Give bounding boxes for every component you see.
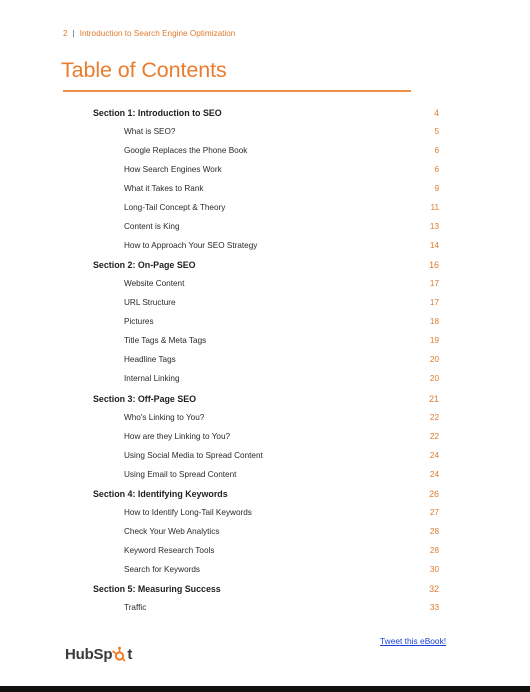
toc-item-row[interactable] <box>0 201 530 215</box>
toc-page-number: 21 <box>429 393 439 404</box>
toc-item-label: How to Approach Your SEO Strategy <box>124 241 258 251</box>
toc-section-label: Section 4: Identifying Keywords <box>93 488 228 499</box>
hubspot-logo <box>65 646 132 663</box>
toc-page-number: 13 <box>429 222 439 232</box>
toc-page-number: 17 <box>429 279 439 289</box>
toc-item-label: How to Identify Long-Tail Keywords <box>124 507 252 517</box>
toc-item-label: Google Replaces the Phone Book <box>124 146 248 156</box>
toc-page-number: 28 <box>429 526 439 536</box>
toc-page-number: 4 <box>434 108 439 118</box>
toc-page-number: 24 <box>429 469 439 479</box>
toc-item-row[interactable] <box>0 220 530 234</box>
toc-page-number: 9 <box>434 184 439 194</box>
toc-item-label: Headline Tags <box>124 355 176 365</box>
toc-page-number: 20 <box>429 355 439 365</box>
tweet-ebook-link[interactable]: Tweet this eBook! <box>380 636 447 646</box>
toc-item-row[interactable] <box>0 315 530 329</box>
toc-item-label: Keyword Research Tools <box>124 545 215 555</box>
toc-page-number: 5 <box>434 127 439 136</box>
toc-page-number: 20 <box>429 374 439 384</box>
toc-page-number: 32 <box>429 583 439 594</box>
page-number: 2 <box>63 29 68 38</box>
toc-page-number: 30 <box>429 564 439 574</box>
toc-section-row[interactable] <box>0 582 530 596</box>
logo-text-left: HubSp <box>65 646 113 663</box>
toc-page-number: 27 <box>429 507 439 517</box>
toc-item-row[interactable] <box>0 411 530 425</box>
toc-page-number: 17 <box>429 298 439 308</box>
toc-item-label: Using Social Media to Spread Content <box>124 450 263 460</box>
toc-item-label: What is SEO? <box>124 127 176 136</box>
toc-item-label: URL Structure <box>124 298 176 308</box>
toc-page-number: 22 <box>429 412 439 422</box>
toc-item-label: Pictures <box>124 317 154 327</box>
running-header <box>63 29 235 38</box>
toc-item-row[interactable] <box>0 449 530 463</box>
toc-item-row[interactable] <box>0 296 530 310</box>
toc-item-row[interactable] <box>0 182 530 196</box>
toc-item-label: Using Email to Spread Content <box>124 469 237 479</box>
toc-item-label: Who's Linking to You? <box>124 412 205 422</box>
page-title: Table of Contents <box>61 58 227 82</box>
toc-item-label: Internal Linking <box>124 374 180 384</box>
toc-item-row[interactable] <box>0 144 530 158</box>
toc-item-row[interactable] <box>0 544 530 558</box>
toc-item-label: Search for Keywords <box>124 564 200 574</box>
toc-page-number: 33 <box>429 602 439 612</box>
toc-item-label: Check Your Web Analytics <box>124 526 220 536</box>
toc-item-row[interactable] <box>0 239 530 253</box>
toc-item-label: How are they Linking to You? <box>124 431 231 441</box>
toc-section-label: Section 3: Off-Page SEO <box>93 393 197 404</box>
toc-item-label: Content is King <box>124 222 180 232</box>
toc-item-row[interactable] <box>0 353 530 367</box>
title-underline <box>63 90 411 92</box>
toc-item-label: Long-Tail Concept & Theory <box>124 203 226 213</box>
toc-page-number: 6 <box>434 165 439 175</box>
toc-page-number: 28 <box>429 545 439 555</box>
toc-item-label: Website Content <box>124 279 185 289</box>
toc-item-row[interactable] <box>0 163 530 177</box>
toc-item-row[interactable] <box>0 506 530 520</box>
toc-section-row[interactable] <box>0 258 530 272</box>
toc-section-row[interactable] <box>0 487 530 501</box>
toc-page-number: 19 <box>429 336 439 346</box>
toc-page-number: 22 <box>429 431 439 441</box>
toc-page-number: 14 <box>429 241 439 251</box>
toc-item-row[interactable] <box>0 277 530 291</box>
hubspot-sprocket-icon <box>112 646 127 663</box>
toc-item-label: Title Tags & Meta Tags <box>124 336 207 346</box>
toc-page-number: 26 <box>429 488 439 499</box>
toc-section-label: Section 2: On-Page SEO <box>93 260 196 271</box>
toc-item-label: Traffic <box>124 602 147 612</box>
toc-item-row[interactable] <box>0 372 530 386</box>
toc-page-number: 24 <box>429 450 439 460</box>
toc-item-row[interactable] <box>0 563 530 577</box>
toc-section-label: Section 5: Measuring Success <box>93 583 221 594</box>
toc-item-label: How Search Engines Work <box>124 165 222 175</box>
toc-page-number: 11 <box>430 203 439 213</box>
toc-item-label: What it Takes to Rank <box>124 184 204 194</box>
toc-section-row[interactable] <box>0 392 530 406</box>
toc-item-row[interactable] <box>0 525 530 539</box>
toc-page-number: 6 <box>434 146 439 156</box>
toc-item-row[interactable] <box>0 125 530 139</box>
toc-section-label: Section 1: Introduction to SEO <box>93 108 222 118</box>
bottom-edge-bar <box>0 686 530 692</box>
toc-page-number: 18 <box>429 317 439 327</box>
header-separator: | <box>72 29 75 38</box>
toc-item-row[interactable] <box>0 468 530 482</box>
toc-item-row[interactable] <box>0 430 530 444</box>
logo-text-right: t <box>127 646 133 663</box>
toc-page-number: 16 <box>429 260 439 271</box>
toc-item-row[interactable] <box>0 601 530 615</box>
toc-item-row[interactable] <box>0 334 530 348</box>
toc-section-row[interactable] <box>0 106 530 120</box>
running-title: Introduction to Search Engine Optimization <box>79 29 236 38</box>
